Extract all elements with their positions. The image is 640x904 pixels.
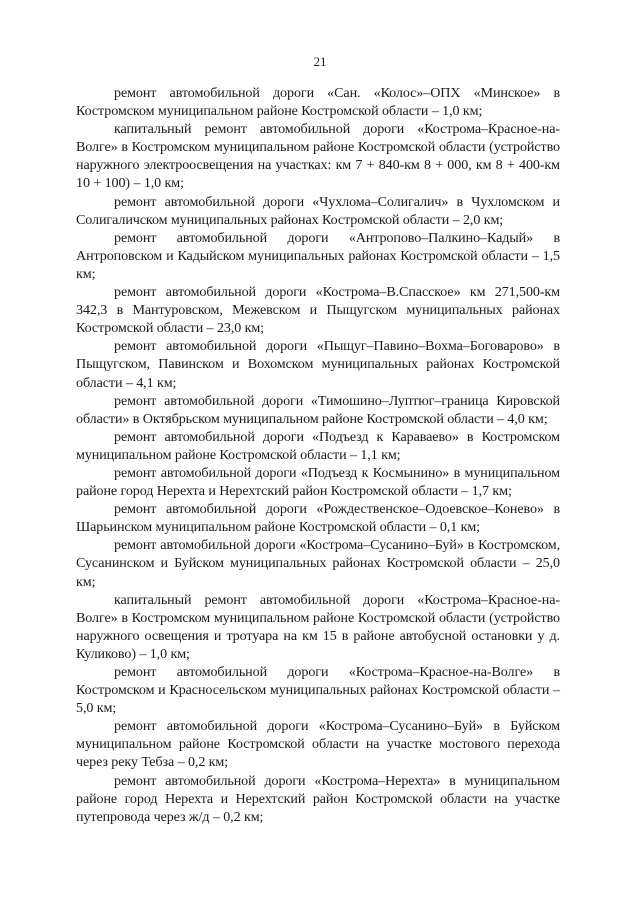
paragraph: ремонт автомобильной дороги «Антропово–Палкино–Кадый» в Антроповском и Кадыйском муниципальных районах Костромской области – 1,5 км; bbox=[76, 229, 560, 282]
document-body bbox=[76, 84, 560, 826]
page-number: 21 bbox=[313, 54, 327, 69]
paragraph: ремонт автомобильной дороги «Кострома–Красное-на-Волге» в Костромском и Красносельском муниципальных районах Костромской области – 5,0 км; bbox=[76, 664, 560, 717]
paragraph: капитальный ремонт автомобильной дороги «Кострома–Красное-на-Волге» в Костромском муниципальном районе Костромской области (устройство наружного электроосвещения на участках: км 7 + 840-км 8 + 000, км 8 + 400-км 10 + 100) – 1,0 км; bbox=[76, 121, 560, 192]
paragraph: ремонт автомобильной дороги «Пыщуг–Павино–Вохма–Боговарово» в Пыщугском, Павинском и Вохомском муниципальных районах Костромской области – 4,1 км; bbox=[76, 338, 560, 391]
paragraph: ремонт автомобильной дороги «Кострома–Нерехта» в муниципальном районе город Нерехта и Нерехтский район Костромской области на участке путепровода через ж/д – 0,2 км; bbox=[76, 772, 560, 825]
paragraph: ремонт автомобильной дороги «Подъезд к Караваево» в Костромском муниципальном районе Костромской области – 1,1 км; bbox=[76, 428, 560, 463]
paragraph: ремонт автомобильной дороги «Подъезд к Космынино» в муниципальном районе город Нерехта и Нерехтский район Костромской области – 1,7 км; bbox=[76, 464, 560, 500]
paragraph: капитальный ремонт автомобильной дороги «Кострома–Красное-на-Волге» в Костромском муниципальном районе Костромской области (устройство наружного освещения и тротуара на км 15 в районе автобусной остановки у д. Куликово) – 1,0 км; bbox=[76, 591, 560, 662]
paragraph: ремонт автомобильной дороги «Кострома–В.Спасское» км 271,500-км 342,3 в Мантуровском, Межевском и Пыщугском муниципальных районах Костромской области – 23,0 км; bbox=[76, 284, 560, 337]
paragraph: ремонт автомобильной дороги «Чухлома–Солигалич» в Чухломском и Солигаличском муниципальных районах Костромской области – 2,0 км; bbox=[76, 193, 560, 228]
paragraph: ремонт автомобильной дороги «Тимошино–Луптюг–граница Кировской области» в Октябрьском муниципальном районе Костромской области – 4,0 км; bbox=[76, 392, 560, 427]
paragraph: ремонт автомобильной дороги «Кострома–Сусанино–Буй» в Буйском муниципальном районе Костромской области на участке мостового перехода через реку Тебза – 0,2 км; bbox=[76, 718, 560, 771]
paragraph: ремонт автомобильной дороги «Сан. «Колос»–ОПХ «Минское» в Костромском муниципальном районе Костромской области – 1,0 км; bbox=[76, 85, 560, 120]
paragraph: ремонт автомобильной дороги «Кострома–Сусанино–Буй» в Костромском, Сусанинском и Буйском муниципальных районах Костромской области – 25,0 км; bbox=[76, 537, 560, 590]
paragraph: ремонт автомобильной дороги «Рождественское–Одоевское–Конево» в Шарьинском муниципальном районе Костромской области – 0,1 км; bbox=[76, 501, 560, 536]
